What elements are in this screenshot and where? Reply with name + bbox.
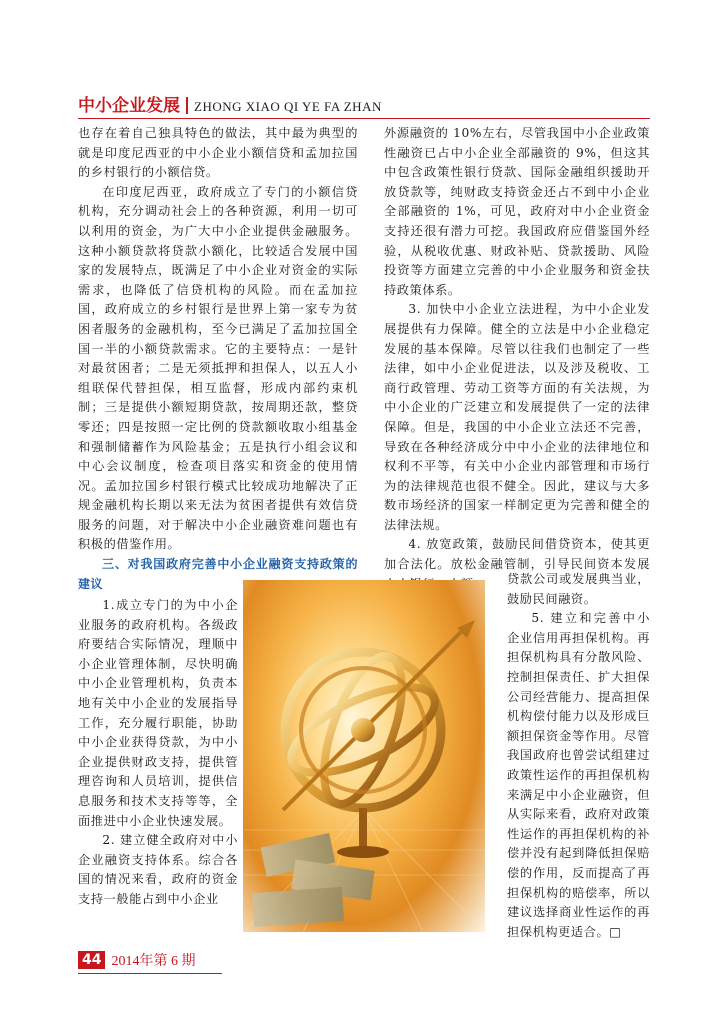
page-footer: [78, 948, 195, 972]
armillary-sphere-illustration: [243, 580, 485, 932]
issue-label: 2014年第 6 期: [111, 954, 196, 969]
page-number: 44: [78, 951, 105, 969]
footer-rule: [78, 973, 222, 974]
magazine-title-cn: 中小企业发展: [78, 96, 180, 116]
magazine-title-pinyin: ZHONG XIAO QI YE FA ZHAN: [194, 99, 382, 114]
paragraph-continued-right: 外源融资的 10%左右，尽管我国中小企业政策性融资已占中小企业全部融资的 9%，但这其中包含政策性银行贷款、国际金融组织援助开放贷款等，纯财政支持资金还占不到中小企业全部融资的 1%，可见，政府对中小企业资金支持还很有潜力可挖。我国政府应借鉴国外经验，从税收优惠、财政补贴、贷款援助、风险投资等方面建立完善的中小企业服务和资金扶持政策体系。: [384, 126, 650, 297]
right-narrow-column: [507, 570, 650, 942]
paragraph-point-5: 5. 建立和完善中小企业信用再担保机构。再担保机构具有分散风险、控制担保责任、扩大担保公司经营能力、提高担保机构偿付能力以及形成巨额担保资金等作用。尽管我国政府也曾尝试组建过政策性运作的再担保机构来满足中小企业融资，但从实际来看，政府对政策性运作的再担保机构的补偿并没有起到降低担保赔偿的作用，反而提高了再担保机构的赔偿率，所以建议选择商业性运作的再担保机构更适合。□: [507, 611, 650, 939]
section-heading: 三、对我国政府完善中小企业融资支持政策的建议: [78, 557, 358, 591]
paragraph-continued: 也存在着自己独具特色的做法，其中最为典型的就是印度尼西亚的中小企业小额信贷和孟加拉国的乡村银行的小额信贷。: [78, 126, 358, 180]
header-rule: [78, 118, 650, 119]
paragraph-point-2: 2. 建立健全政府对中小企业融资支持体系。综合各国的情况来看，政府的资金支持一般能占到中小企业: [78, 833, 238, 906]
left-column: [78, 124, 358, 594]
paragraph-point-1: 1.成立专门的为中小企业服务的政府机构。各级政府要结合实际情况，理顺中小企业管理体制，尽快明确中小企业管理机构，负责本地有关中小企业的发展指导工作，充分履行职能，协助中小企业获得贷款，为中小企业提供财政支持，提供管理咨询和人员培训，提供信息服务和技术支持等等，全面推进中小企业快速发展。: [78, 598, 238, 828]
paragraph-indonesia-bangladesh: 在印度尼西亚，政府成立了专门的小额信贷机构，充分调动社会上的各种资源，利用一切可以利用的资金，为广大中小企业提供金融服务。这种小额贷款将贷款小额化，比较适合发展中国家的发展特点，既满足了中小企业对资金的实际需求，也降低了信贷机构的风险。而在孟加拉国，政府成立的乡村银行是世界上第一家专为贫困者服务的金融机构，至今已满足了孟加拉国全国一半的小额贷款需求。它的主要特点：一是针对最贫困者；二是无须抵押和担保人，以五人小组联保代替担保，相互监督，形成内部约束机制；三是提供小额短期贷款，按周期还款，整贷零还；四是按照一定比例的贷款额收取小组基金和强制储蓄作为风险基金；五是执行小组会议和中心会议制度，检查项目落实和资金的使用情况。孟加拉国乡村银行模式比较成功地解决了正规金融机构长期以来无法为贫困者提供有效信贷服务的问题，对于解决中小企业融资难问题也有积极的借鉴作用。: [78, 184, 358, 552]
running-header: [78, 92, 382, 116]
armillary-sphere-graphic: [243, 580, 485, 932]
left-narrow-column: [78, 596, 238, 910]
header-divider: [186, 97, 188, 114]
paragraph-point-3: 3. 加快中小企业立法进程，为中小企业发展提供有力保障。健全的立法是中小企业稳定发展的基本保障。尽管以往我们也制定了一些法律，如中小企业促进法，以及涉及税收、工商行政管理、劳动工资等方面的有关法规，为中小企业的广泛建立和发展提供了一定的法律保障。但是，我国的中小企业立法还不完善，导致在各种经济成分中中小企业的法律地位和权利不平等，有关中小企业内部管理和市场行为的法律规范也很不健全。因此，建议与大多数市场经济的国家一样制定更为完善和健全的法律法规。: [384, 302, 650, 532]
paragraph-point-4-continued: 贷款公司或发展典当业，鼓励民间融资。: [507, 572, 650, 606]
right-column: [384, 124, 650, 594]
paragraph-point-4: 4. 放宽政策，鼓励民间借贷资本，使其更加合法化。放松金融管制，引导民间资本发展: [384, 537, 650, 572]
